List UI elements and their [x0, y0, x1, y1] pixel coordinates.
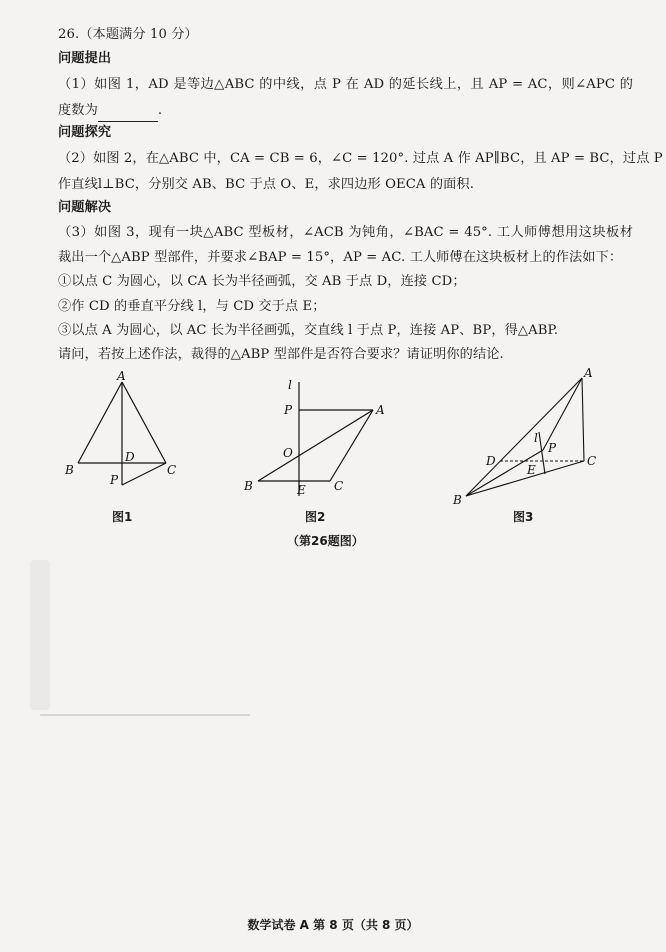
- fig3-label-A: A: [584, 366, 593, 380]
- fig2-label-O: O: [283, 446, 293, 460]
- scan-artifact: [30, 560, 50, 710]
- figures-group-caption: （第26题图）: [287, 534, 364, 548]
- figure-1: [55, 368, 195, 498]
- fig3-label-P: P: [548, 441, 557, 455]
- fig3-label-E: E: [527, 463, 536, 477]
- fig2-label-P: P: [284, 403, 293, 417]
- fig2-label-B: B: [244, 479, 253, 493]
- fig2-label-A: A: [376, 403, 385, 417]
- problem-number: 26.（本题满分 10 分）: [58, 27, 198, 42]
- question-1-line-1: （1）如图 1，AD 是等边△ABC 的中线，点 P 在 AD 的延长线上，且 AP = AC，则∠APC 的: [58, 77, 633, 92]
- figure-2: [240, 374, 400, 499]
- fig2-label-E: E: [297, 483, 306, 497]
- question-3-step-3: ③以点 A 为圆心，以 AC 长为半径画弧，交直线 l 于点 P，连接 AP、BP，得△ABP.: [58, 323, 559, 338]
- fig2-label-l: l: [288, 378, 292, 392]
- fig1-label-C: C: [167, 463, 177, 477]
- section-heading-2: 问题探究: [58, 125, 112, 140]
- question-1-end: .: [157, 103, 163, 118]
- question-1-line-2: [58, 100, 162, 122]
- question-3-line-1: （3）如图 3，现有一块△ABC 型板材，∠ACB 为钝角，∠BAC = 45°. 工人师傅想用这块板材: [58, 225, 633, 240]
- section-heading-3: 问题解决: [58, 200, 112, 215]
- fig1-label-P: P: [110, 473, 119, 487]
- fig1-caption: 图1: [112, 510, 133, 524]
- fig1-label-B: B: [65, 463, 74, 477]
- question-1-text: 度数为: [58, 103, 98, 118]
- fig2-label-C: C: [334, 479, 344, 493]
- fig1-label-D: D: [125, 450, 135, 464]
- fig3-label-l: l: [534, 431, 538, 445]
- question-3-line-2: 裁出一个△ABP 型部件，并要求∠BAP = 15°，AP = AC. 工人师傅在这块板材上的作法如下：: [58, 250, 623, 265]
- question-2-line-1: （2）如图 2，在△ABC 中，CA = CB = 6，∠C = 120°. 过点 A 作 AP∥BC，且 AP = BC，过点 P: [58, 151, 663, 166]
- page-footer: 数学试卷 A 第 8 页（共 8 页）: [247, 918, 419, 932]
- question-3-step-2: ②作 CD 的垂直平分线 l，与 CD 交于点 E；: [58, 299, 326, 314]
- question-2-line-2: 作直线l⊥BC，分别交 AB、BC 于点 O、E，求四边形 OECA 的面积.: [58, 177, 474, 192]
- fig3-label-D: D: [486, 454, 496, 468]
- question-3-step-1: ①以点 C 为圆心，以 CA 长为半径画弧，交 AB 于点 D，连接 CD；: [58, 274, 466, 289]
- fig3-caption: 图3: [513, 510, 534, 524]
- fig1-label-A: A: [117, 369, 126, 383]
- fig3-label-C: C: [587, 454, 597, 468]
- figure-3: [448, 364, 618, 506]
- fig2-caption: 图2: [305, 510, 326, 524]
- fig3-label-B: B: [453, 493, 462, 506]
- question-3-question: 请问，若按上述作法，裁得的△ABP 型部件是否符合要求？请证明你的结论.: [58, 347, 504, 362]
- answer-blank: [98, 107, 158, 122]
- scan-artifact: [40, 714, 250, 716]
- section-heading-1: 问题提出: [58, 51, 112, 66]
